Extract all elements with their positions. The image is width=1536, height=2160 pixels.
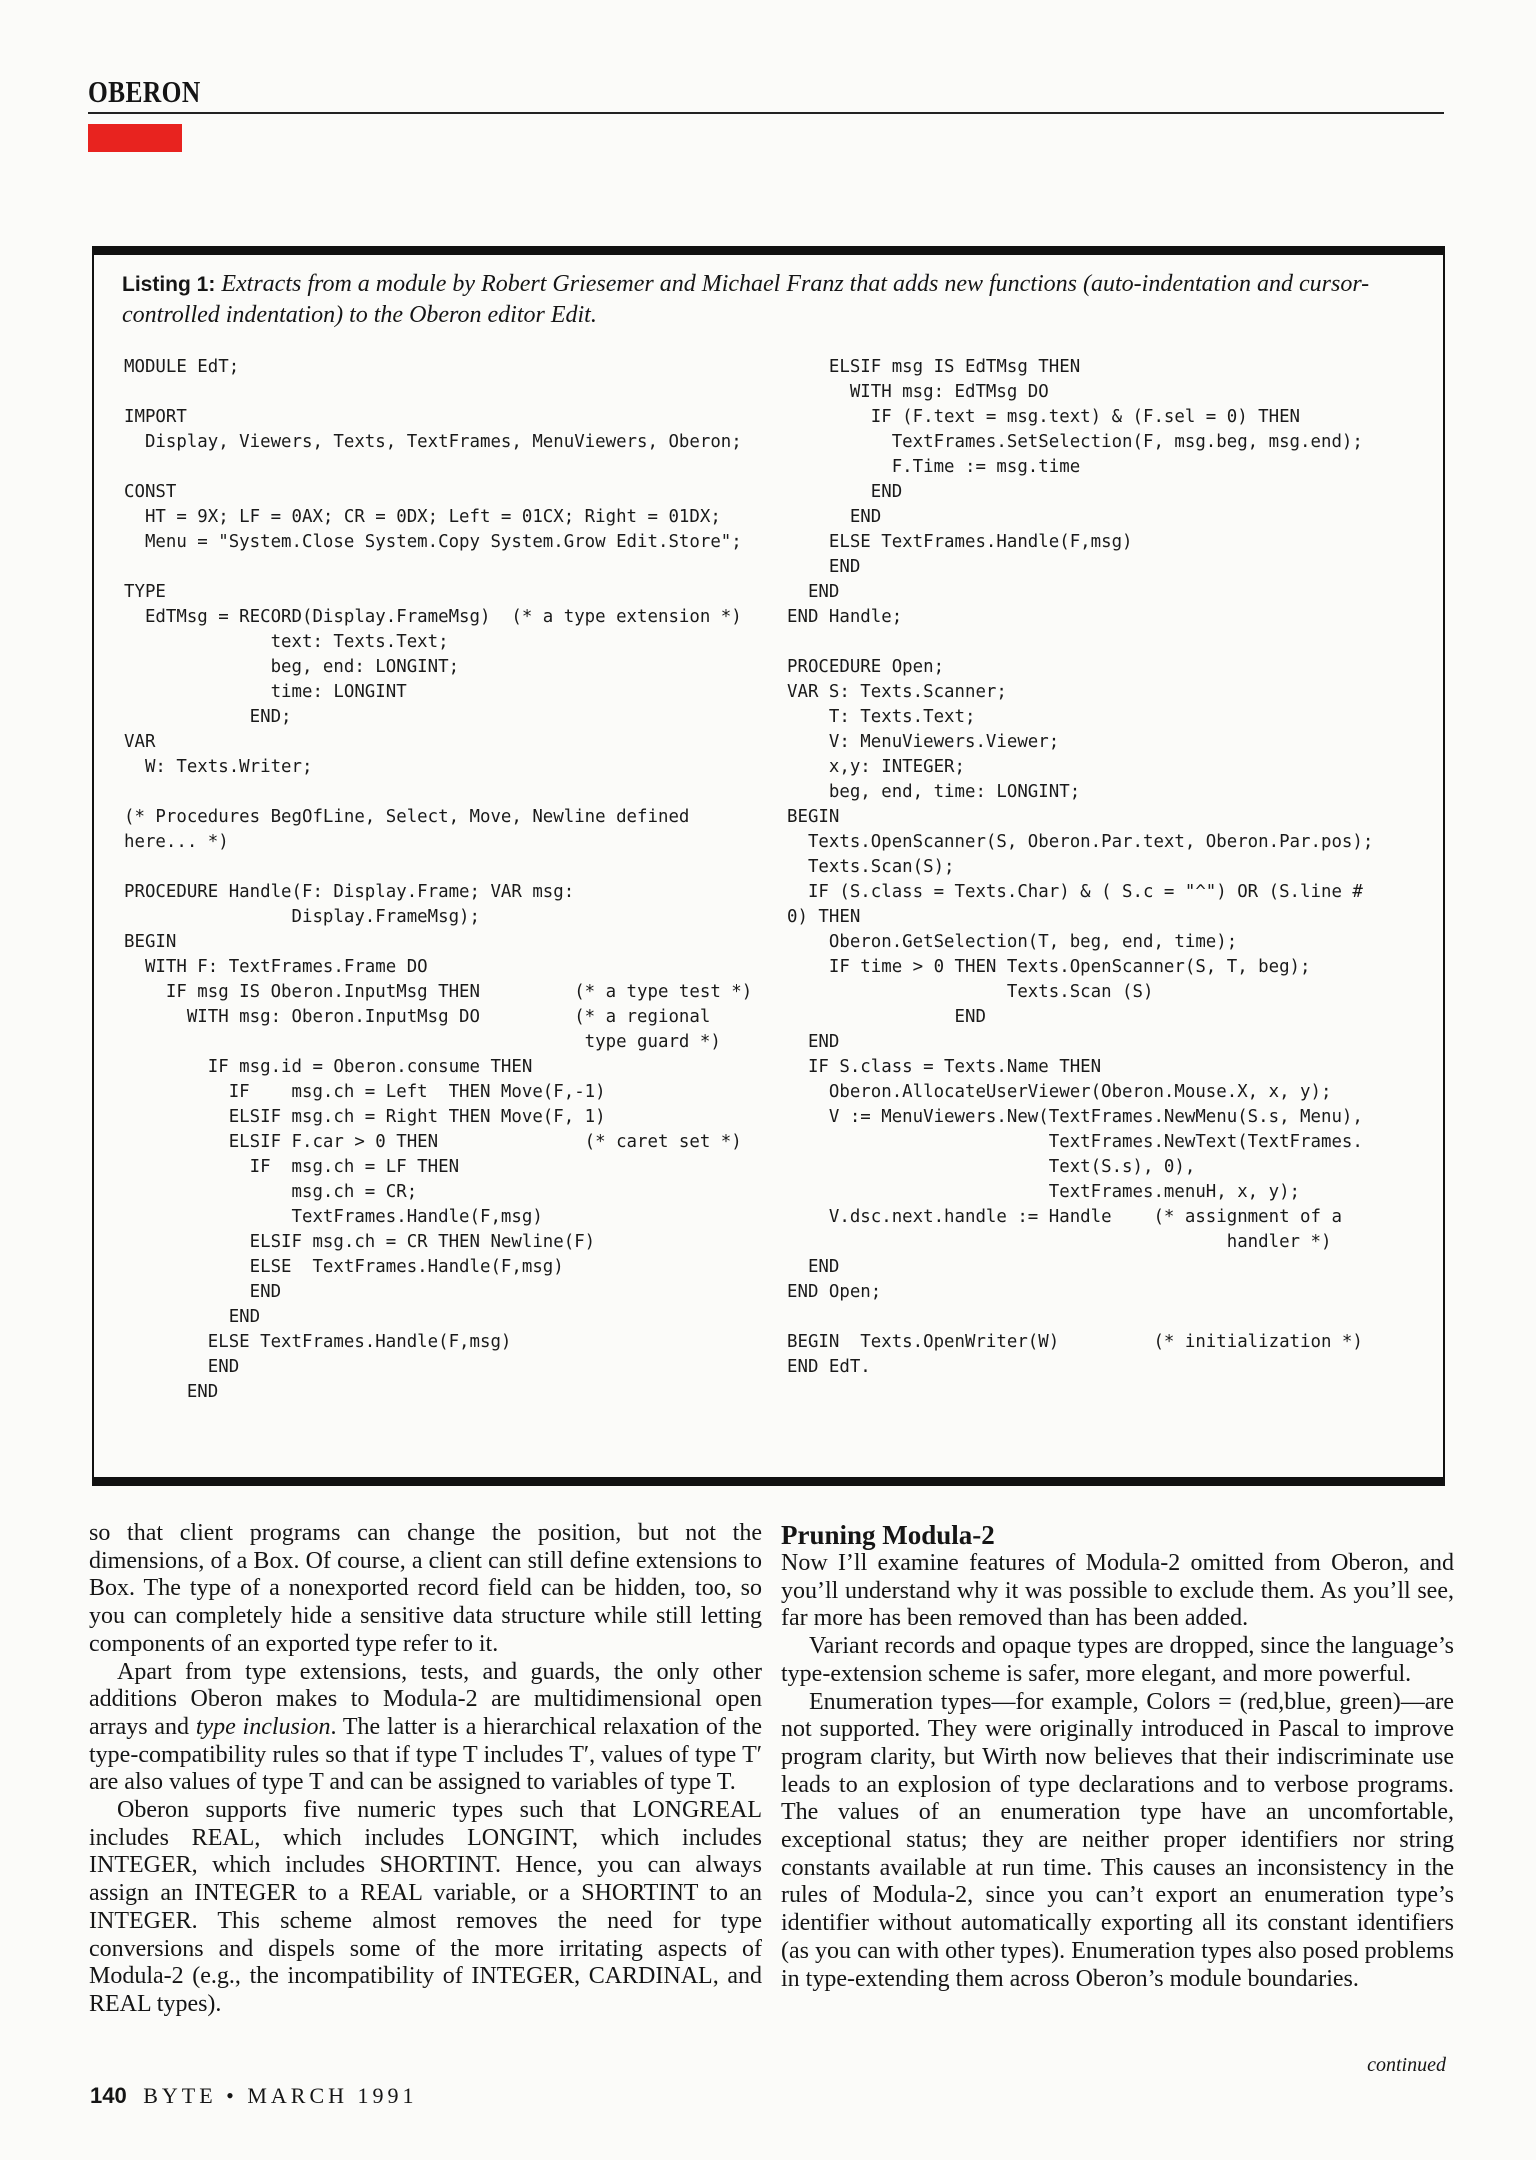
continued-label: continued	[1367, 2054, 1446, 2076]
listing-caption	[122, 269, 1422, 331]
listing-caption-text: Extracts from a module by Robert Griesemer and Michael Franz that adds new functions (auto-indentation and cursor-controlled indentation) to the Oberon editor Edit.	[122, 271, 1370, 328]
paragraph: so that client programs can change the position, but not the dimensions, of a Box. Of course, a client can still define extensions to Box. The type of a nonexported record field can be hidden, too, so you can completely hide a sensitive data structure while still letting components of an exported type refer to it.	[89, 1520, 762, 1657]
paragraph: Enumeration types—for example, Colors = (red,blue, green)—are not supported. They were originally introduced in Pascal to improve program clarity, but Wirth now believes that their indiscriminate use leads to an explosion of type declarations and to verbose programs. The values of an enumeration type have an uncomfortable, exceptional status; they are neither proper identifiers nor string constants available at run time. This causes an inconsistency in the rules of Modula-2, since you can’t export an enumeration type’s identifier without automatically exporting all its constant identifiers (as you can with other types). Enumeration types also posed problems in type-extending them across Oberon’s module boundaries.	[781, 1688, 1454, 1992]
listing-label: Listing 1:	[122, 273, 216, 296]
code-listing-left: MODULE EdT; IMPORT Display, Viewers, Texts, TextFrames, MenuViewers, Oberon; CONST HT = 9X; LF = 0AX; CR = 0DX; Left = 01CX; Right = 01DX; Menu = "System.Close System.Copy System.Grow Edit.Store"; TYPE EdTMsg = RECORD(Display.FrameMsg) (* a type extension *) text: Texts.Text; beg, end: LONGINT; time: LONGINT END; VAR W: Texts.Writer; (* Procedures BegOfLine, Select, Move, Newline defined here... *) PROCEDURE Handle(F: Display.Frame; VAR msg: Display.FrameMsg); BEGIN WITH F: TextFrames.Frame DO IF msg IS Oberon.InputMsg THEN (* a type test *) WITH msg: Oberon.InputMsg DO (* a regional type guard *) IF msg.id = Oberon.consume THEN IF msg.ch = Left THEN Move(F,-1) ELSIF msg.ch = Right THEN Move(F, 1) ELSIF F.car > 0 THEN (* caret set *) IF msg.ch = LF THEN msg.ch = CR; TextFrames.Handle(F,msg) ELSIF msg.ch = CR THEN Newline(F) ELSE TextFrames.Handle(F,msg) END END ELSE TextFrames.Handle(F,msg) END END	[124, 357, 753, 1402]
page-footer	[90, 2083, 418, 2109]
paragraph-text: . The latter is a hierarchical relaxation of the type-compatibility rules so that if type T includes T′, values of type T′ are also values of type T and can be assigned to variables of type T.	[89, 1713, 763, 1796]
header-rule	[88, 112, 1444, 114]
paragraph	[89, 1659, 762, 1798]
listing-box	[92, 246, 1445, 1486]
paragraph: Now I’ll examine features of Modula-2 omitted from Oberon, and you’ll understand why it was possible to exclude them. As you’ll see, far more has been removed than has been added.	[781, 1550, 1454, 1632]
body-column-right	[781, 1520, 1454, 1993]
paragraph: Variant records and opaque types are dropped, since the language’s type-extension scheme is safer, more elegant, and more powerful.	[781, 1633, 1454, 1687]
section-accent-bar	[88, 124, 182, 152]
emphasis-term: type inclusion	[195, 1713, 331, 1740]
paragraph-text: Apart from type extensions, tests, and guards, the only other additions Oberon makes to Modula-2 are multidimensional open arrays and	[89, 1658, 762, 1740]
body-column-left	[89, 1520, 762, 2019]
paragraph: Oberon supports five numeric types such that LONGREAL includes REAL, which includes LONGINT, which includes INTEGER, which includes SHORTINT. Hence, you can always assign an INTEGER to a REAL variable, or a SHORTINT to an INTEGER. This scheme almost removes the need for type conversions and dispels some of the more irritating aspects of Modula-2 (e.g., the incompatibility of INTEGER, CARDINAL, and REAL types).	[89, 1797, 762, 2017]
publication-line: BYTE • MARCH 1991	[143, 2083, 418, 2108]
section-heading: Pruning Modula-2	[781, 1520, 995, 1550]
section-title: OBERON	[88, 74, 201, 109]
page-number: 140	[90, 2083, 127, 2108]
code-listing-right: ELSIF msg IS EdTMsg THEN WITH msg: EdTMsg DO IF (F.text = msg.text) & (F.sel = 0) THEN TextFrames.SetSelection(F, msg.beg, msg.end); F.Time := msg.time END END ELSE TextFrames.Handle(F,msg) END END END Handle; PROCEDURE Open; VAR S: Texts.Scanner; T: Texts.Text; V: MenuViewers.Viewer; x,y: INTEGER; beg, end, time: LONGINT; BEGIN Texts.OpenScanner(S, Oberon.Par.text, Oberon.Par.pos); Texts.Scan(S); IF (S.class = Texts.Char) & ( S.c = "^") OR (S.line # 0) THEN Oberon.GetSelection(T, beg, end, time); IF time > 0 THEN Texts.OpenScanner(S, T, beg); Texts.Scan (S) END END IF S.class = Texts.Name THEN Oberon.AllocateUserViewer(Oberon.Mouse.X, x, y); V := MenuViewers.New(TextFrames.NewMenu(S.s, Menu), TextFrames.NewText(TextFrames. Text(S.s), 0), TextFrames.menuH, x, y); V.dsc.next.handle := Handle (* assignment of a handler *) END END Open; BEGIN Texts.OpenWriter(W) (* initialization *) END EdT.	[787, 357, 1374, 1377]
